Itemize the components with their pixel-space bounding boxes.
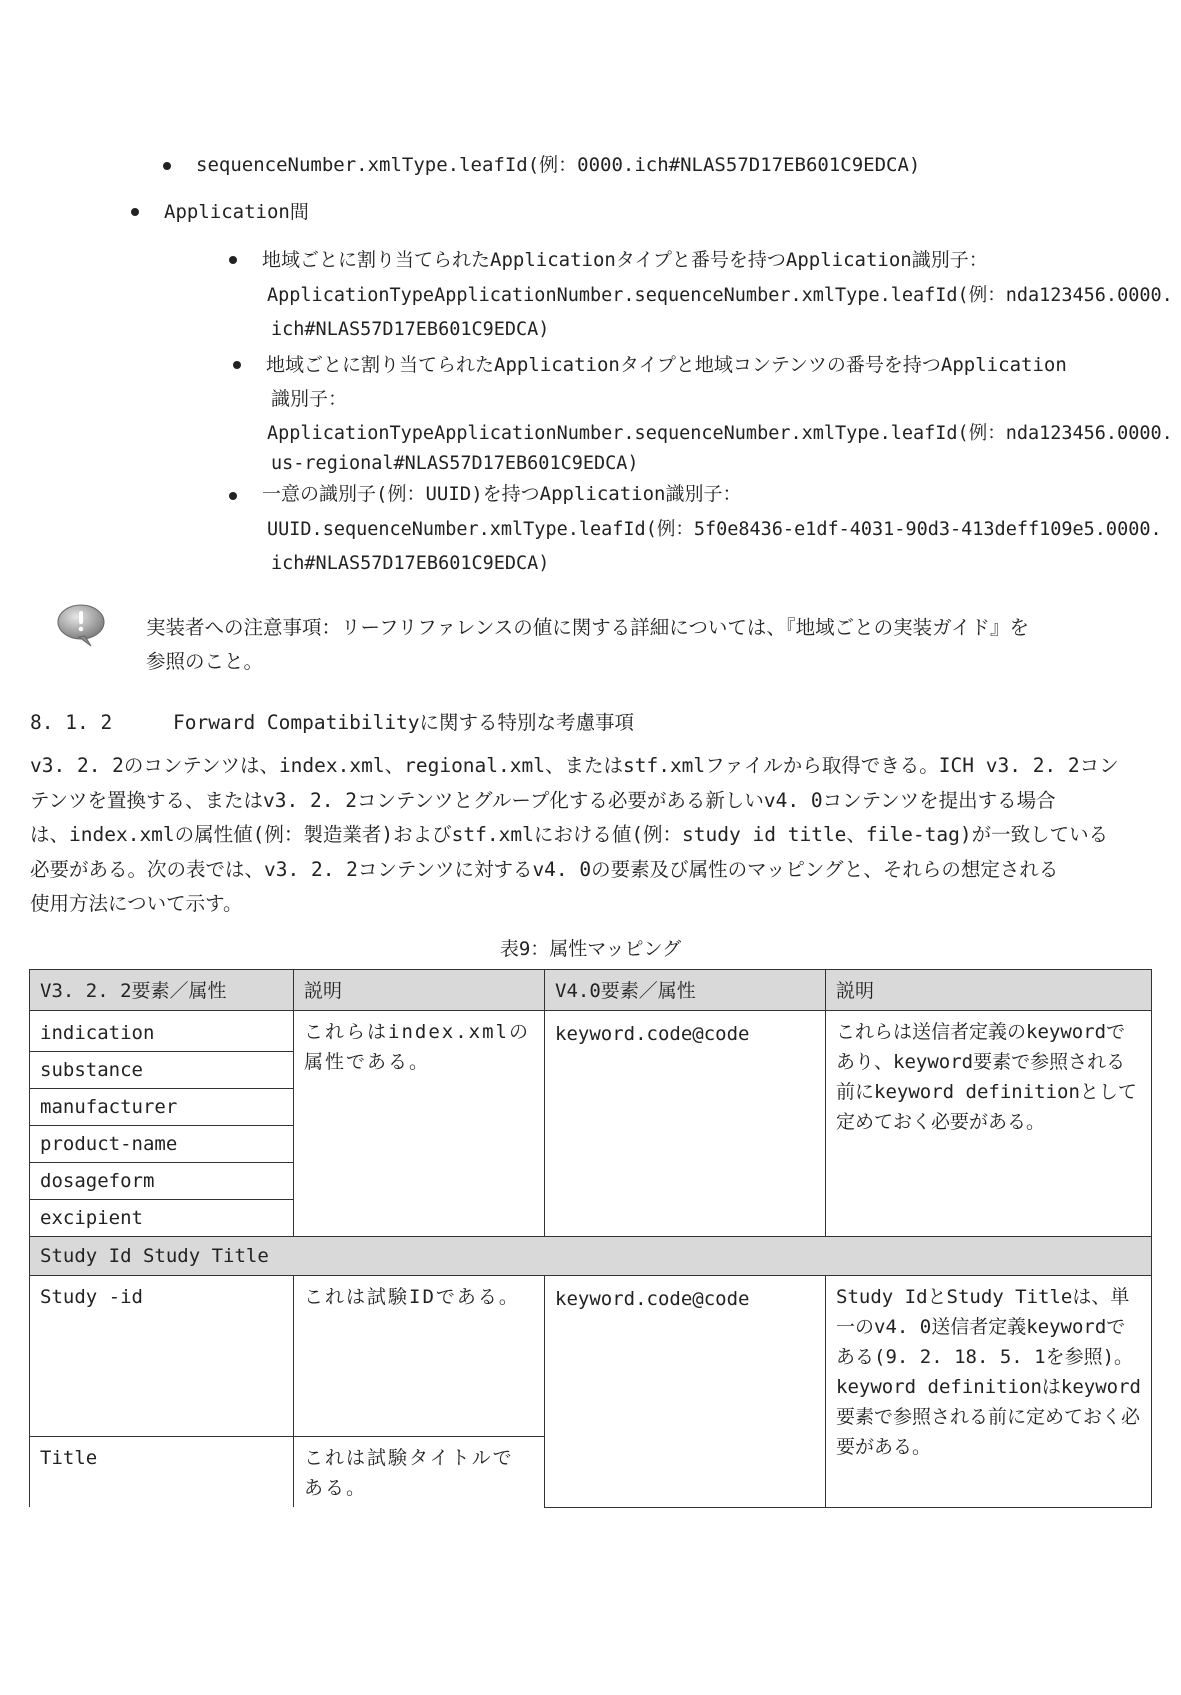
header-cell: 説明 [294,970,545,1011]
table-header-row [30,970,1152,1011]
table-caption: 表9：属性マッピング [499,938,682,960]
body-line: 必要がある。次の表では、v3. 2. 2コンテンツに対するv4. 0の要素及び属性のマッピングと、それらの想定される [30,857,1059,881]
app-item-line: 識別子： [271,388,348,410]
attr-cell: Study -id [30,1276,294,1437]
exclamation-speech-bubble-icon [55,603,107,647]
body-line: v3. 2. 2のコンテンツは、index.xml、regional.xml、またはstf.xmlファイルから取得できる。ICH v3. 2. 2コン [30,754,1119,777]
table-section-row [30,1237,1152,1276]
bullet-dot [229,492,237,500]
desc-cell [294,1276,545,1437]
note-text: 参照のこと。 [146,650,264,673]
app-item-line: 地域ごとに割り当てられたApplicationタイプと地域コンテンツの番号を持つApplication [266,354,1067,376]
attr-cell: excipient [30,1200,294,1237]
app-item-line: ich#NLAS57D17EB601C9EDCA) [271,319,550,340]
table-row [30,1011,1152,1052]
app-item-line: 地域ごとに割り当てられたApplicationタイプと番号を持つApplication識別子： [262,249,988,271]
desc-cell [294,1437,545,1508]
attr-cell: substance [30,1052,294,1089]
body-line: 使用方法について示す。 [30,892,243,915]
app-item-line: 一意の識別子(例：UUID)を持つApplication識別子： [262,483,742,505]
desc-cell [294,1011,545,1237]
attr-cell: indication [30,1011,294,1052]
app-item-line: ich#NLAS57D17EB601C9EDCA) [271,553,550,574]
bullet-dot [229,256,237,264]
bullet-dot [233,361,241,369]
v4-desc-cell [826,1276,1152,1508]
attr-cell: manufacturer [30,1089,294,1126]
v4-desc-cell [826,1011,1152,1237]
note-text: 実装者への注意事項：リーフリファレンスの値に関する詳細については、『地域ごとの実装ガイド』を [146,616,1030,639]
body-line: テンツを置換する、またはv3. 2. 2コンテンツとグループ化する必要がある新しいv4. 0コンテンツを提出する場合 [30,788,1056,812]
attr-cell: Title [30,1437,294,1508]
body-line: は、index.xmlの属性値(例：製造業者)およびstf.xmlにおける値(例：study id title、file-tag)が一致している [30,823,1109,846]
attr-cell: dosageform [30,1163,294,1200]
section-title: Forward Compatibilityに関する特別な考慮事項 [173,711,635,734]
body-paragraph [30,749,1150,922]
section-number: 8. 1. 2 [30,711,113,734]
desc-text: これは試験IDである。 [304,1286,520,1308]
v4-cell: keyword.code@code [545,1011,826,1237]
app-item-line: ApplicationTypeApplicationNumber.sequenceNumber.xmlType.leafId(例：nda123456.0000. [267,285,1173,306]
section-cell: Study Id Study Title [30,1237,1152,1276]
app-item-line: ApplicationTypeApplicationNumber.sequenceNumber.xmlType.leafId(例：nda123456.0000. [267,423,1173,444]
attribute-mapping-table [29,969,1152,1508]
bullet-text: sequenceNumber.xmlType.leafId(例：0000.ich#NLAS57D17EB601C9EDCA) [196,154,921,176]
v4-desc-text: Study IdとStudy Titleは、単一のv4. 0送信者定義keywordである(9. 2. 18. 5. 1を参照)。keyword definitionはkeyword要素で参照される前に定めておく必要がある。 [836,1286,1141,1458]
v4-desc-text: これらは送信者定義のkeywordであり、keyword要素で参照される前にkeyword definitionとして定めておく必要がある。 [836,1021,1137,1133]
table-row [30,1276,1152,1437]
header-cell: 説明 [826,970,1152,1011]
header-cell: V4.0要素／属性 [545,970,826,1011]
bullet-dot [131,208,139,216]
attr-cell: product-name [30,1126,294,1163]
desc-text: これは試験タイトルである。 [304,1447,514,1499]
bullet-dot [163,162,171,170]
bullet-text: Application間 [164,201,309,223]
app-item-line: us-regional#NLAS57D17EB601C9EDCA) [271,453,639,474]
v4-cell: keyword.code@code [545,1276,826,1508]
header-cell: V3. 2. 2要素／属性 [30,970,294,1011]
app-item-line: UUID.sequenceNumber.xmlType.leafId(例：5f0e8436-e1df-4031-90d3-413deff109e5.0000. [267,519,1162,540]
desc-text: これらはindex.xmlの属性である。 [304,1021,530,1073]
